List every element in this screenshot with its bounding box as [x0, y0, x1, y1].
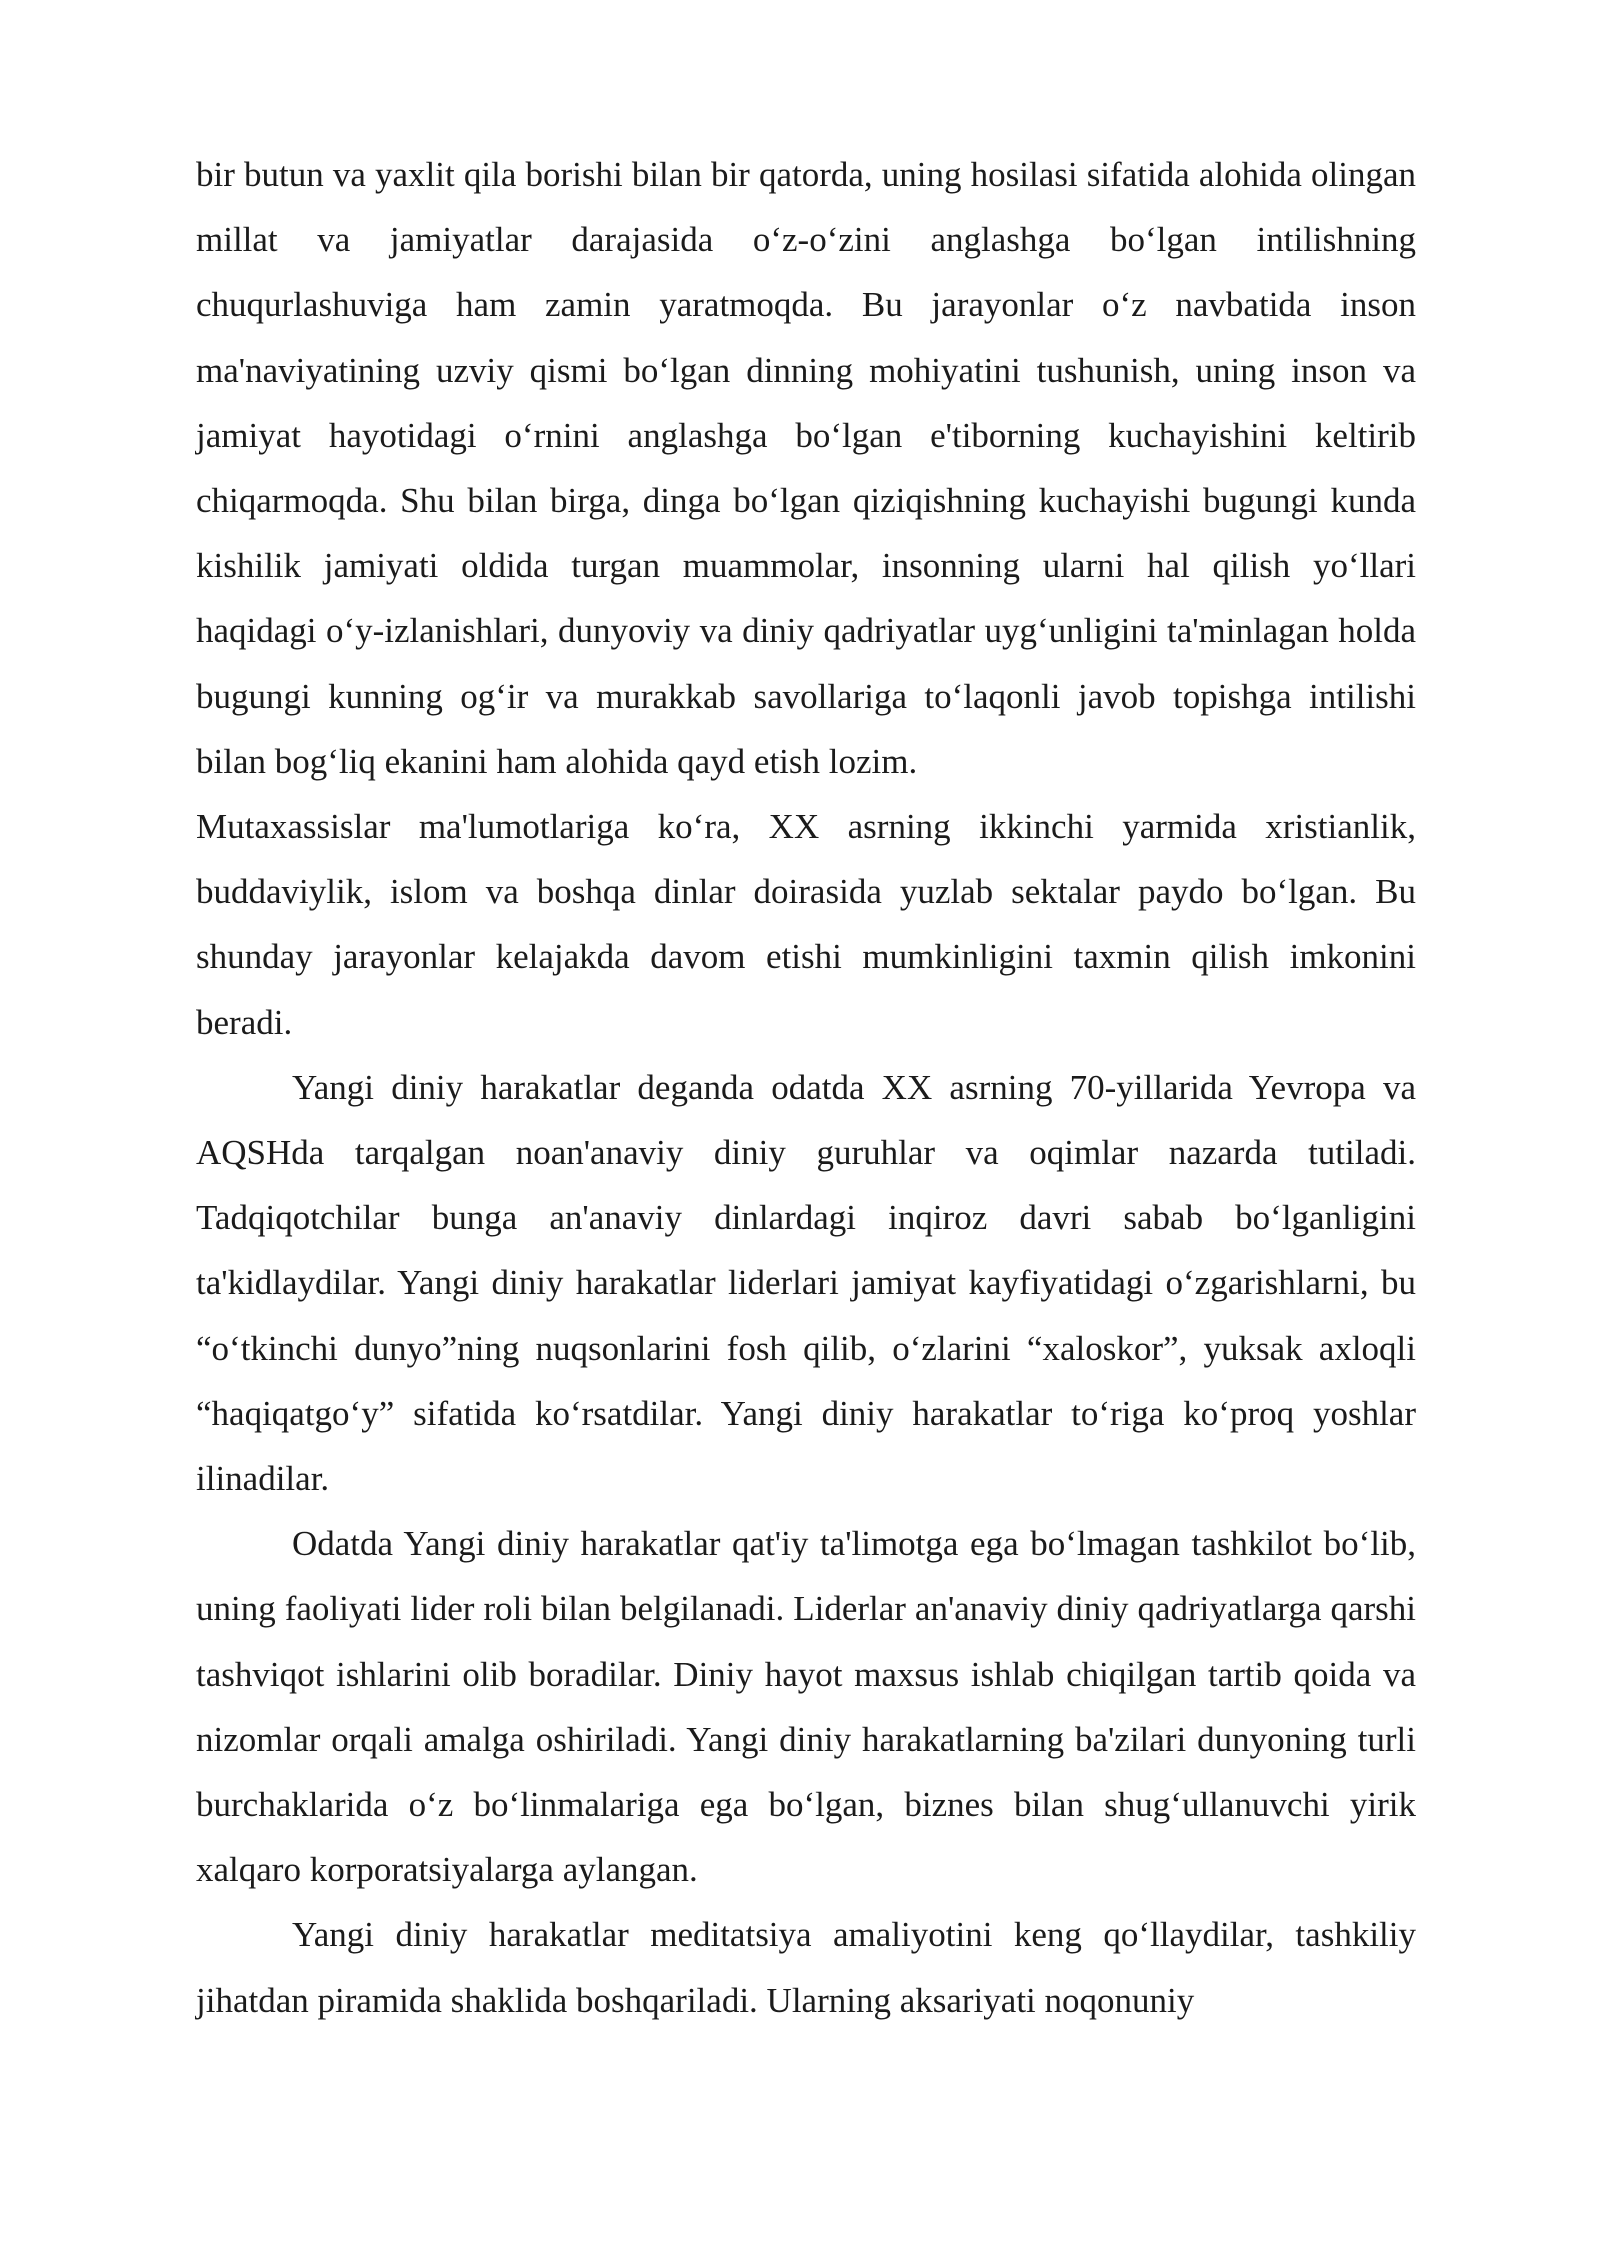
paragraph-2: Mutaxassislar ma'lumotlariga koʻra, XX asrning ikkinchi yarmida xristianlik, buddaviylik, islom va boshqa dinlar doirasida yuzlab sektalar paydo boʻlgan. Bu shunday jarayonlar kelajakda davom etishi mumkinligini taxmin qilish imkonini beradi. — [196, 807, 1416, 1042]
paragraph-5: Yangi diniy harakatlar meditatsiya amaliyotini keng qoʻllaydilar, tashkiliy jihatdan piramida shaklida boshqariladi. Ularning aksariyati noqonuniy — [196, 1915, 1416, 2020]
document-page — [196, 142, 1416, 2033]
paragraph-1: bir butun va yaxlit qila borishi bilan bir qatorda, uning hosilasi sifatida alohida olingan millat va jamiyatlar darajasida oʻz-oʻzini anglashga boʻlgan intilishning chuqurlashuviga ham zamin yaratmoqda. Bu jarayonlar oʻz navbatida inson ma'naviyatining uzviy qismi boʻlgan dinning mohiyatini tushunish, uning inson va jamiyat hayotidagi oʻrnini anglashga boʻlgan e'tiborning kuchayishini keltirib chiqarmoqda. Shu bilan birga, dinga boʻlgan qiziqishning kuchayishi bugungi kunda kishilik jamiyati oldida turgan muammolar, insonning ularni hal qilish yoʻllari haqidagi oʻy-izlanishlari, dunyoviy va diniy qadriyatlar uygʻunligini ta'minlagan holda bugungi kunning ogʻir va murakkab savollariga toʻlaqonli javob topishga intilishi bilan bogʻliq ekanini ham alohida qayd etish lozim. — [196, 155, 1416, 781]
paragraph-4: Odatda Yangi diniy harakatlar qat'iy ta'limotga ega boʻlmagan tashkilot boʻlib, uning faoliyati lider roli bilan belgilanadi. Liderlar an'anaviy diniy qadriyatlarga qarshi tashviqot ishlarini olib boradilar. Diniy hayot maxsus ishlab chiqilgan tartib qoida va nizomlar orqali amalga oshiriladi. Yangi diniy harakatlarning ba'zilari dunyoning turli burchaklarida oʻz boʻlinmalariga ega boʻlgan, biznes bilan shugʻullanuvchi yirik xalqaro korporatsiyalarga aylangan. — [196, 1524, 1416, 1890]
paragraph-3: Yangi diniy harakatlar deganda odatda XX asrning 70-yillarida Yevropa va AQSHda tarqalgan noan'anaviy diniy guruhlar va oqimlar nazarda tutiladi. Tadqiqotchilar bunga an'anaviy dinlardagi inqiroz davri sabab boʻlganligini ta'kidlaydilar. Yangi diniy harakatlar liderlari jamiyat kayfiyatidagi oʻzgarishlarni, bu “oʻtkinchi dunyo”ning nuqsonlarini fosh qilib, oʻzlarini “xaloskor”, yuksak axloqli “haqiqatgoʻy” sifatida koʻrsatdilar. Yangi diniy harakatlar toʻriga koʻproq yoshlar ilinadilar. — [196, 1067, 1416, 1499]
